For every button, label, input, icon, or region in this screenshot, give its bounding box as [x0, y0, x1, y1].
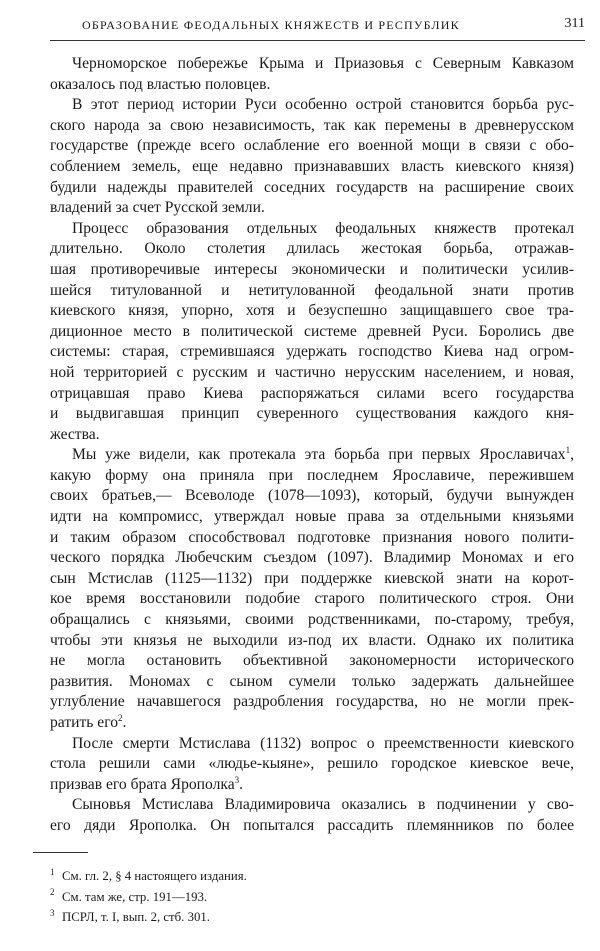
- text-line: соблением земель, еще недавно признававших власть киевского князя): [50, 157, 574, 175]
- text-line: не могла остановить объективной закономерности исторического: [50, 652, 574, 670]
- text-line: ского народа за свою независимость, так как перемены в древнерусском: [50, 116, 574, 134]
- text-line: [50, 713, 574, 734]
- footnote-2: 2 См. там же, стр. 191—193.: [50, 887, 208, 904]
- footnote-text: См. гл. 2, § 4 настоящего издания.: [62, 869, 247, 883]
- text-line: стола решили сами «людье-кыяне», решило городское киевское вече,: [50, 755, 574, 773]
- text-line: жества.: [50, 425, 100, 443]
- text-line: углубление начавшегося раздробления государства, но не могли прек-: [50, 693, 574, 711]
- text-line: Сыновья Мстислава Владимировича оказались в подчинении у сво-: [72, 796, 574, 814]
- footnotes: [50, 866, 570, 928]
- text-line: [50, 775, 574, 796]
- text-line-tail: ,: [570, 446, 574, 464]
- text-line: своих братьев,— Всеволоде (1078—1093), который, будучи вынужден: [50, 487, 574, 505]
- text-line: обращались с князьями, своими родственниками, по-старому, требуя,: [50, 611, 574, 629]
- text-line: какую форму она приняла при последнем Ярославиче, пережившем: [50, 466, 574, 484]
- footnote-text: ПСРЛ, т. I, вып. 2, стб. 301.: [62, 910, 210, 924]
- footnote-ref-1: 1: [565, 445, 571, 456]
- text-line: киевского князя, упорно, хотя и безуспешно защищавшего свое тра-: [50, 302, 574, 320]
- running-header-title: ОБРАЗОВАНИЕ ФЕОДАЛЬНЫХ КНЯЖЕСТВ И РЕСПУБЛИК: [82, 18, 460, 32]
- text-line-content: призвав его брата Ярополка: [50, 775, 235, 793]
- text-line: будили надежды правителей соседних государств на расширение своих: [50, 178, 574, 196]
- text-line: и выдвигавшая принцип суверенного существования каждого кня-: [50, 405, 574, 423]
- text-line: государстве (прежде всего ослабление его военной мощи в связи с обо-: [50, 137, 574, 155]
- footnote-3: 3 ПСРЛ, т. I, вып. 2, стб. 301.: [50, 907, 210, 924]
- text-line: шая противоречивые интересы экономически и политически усилив-: [50, 260, 574, 278]
- text-line: чтобы эти князья не выходили из-под их власти. Однако их политика: [50, 631, 574, 649]
- page-number: 311: [564, 16, 585, 31]
- text-line: его дяди Ярополка. Он попытался рассадить племянников по более: [50, 816, 574, 834]
- text-line-tail: .: [122, 714, 127, 731]
- running-header: [50, 12, 585, 41]
- text-line: оказалось под властью половцев.: [50, 75, 271, 93]
- footnote-ref-3: 3: [234, 774, 240, 785]
- text-line: и таким образом способствовал подготовке признания нового полити-: [50, 528, 574, 546]
- text-line: шейся титулованной и нетитулованной феодальной знати против: [50, 281, 574, 299]
- text-line: системы: старая, стремившаяся удержать господство Киева над огром-: [50, 343, 574, 361]
- text-line: идти на компромисс, утверждал новые права за отдельными князьями: [50, 508, 574, 526]
- text-line: После смерти Мстислава (1132) вопрос о преемственности киевского: [72, 734, 574, 752]
- text-line: развития. Мономах с сыном сумели только задержать дальнейшее: [50, 672, 574, 690]
- footnote-1: 1 См. гл. 2, § 4 настоящего издания.: [50, 866, 247, 883]
- main-text: [50, 54, 574, 837]
- text-line: В этот период истории Руси особенно острой становится борьба рус-: [72, 96, 574, 114]
- text-line: Черноморское побережье Крыма и Приазовья с Северным Кавказом: [72, 55, 574, 72]
- text-line: [50, 445, 574, 466]
- text-line: ческого порядка Любечским съездом (1097). Владимир Мономах и его: [50, 549, 574, 567]
- text-line-content: Мы уже видели, как протекала эта борьба при первых Ярославичах: [72, 446, 566, 464]
- text-line: сын Мстислав (1125—1132) при поддержке киевской знати на корот-: [50, 569, 574, 587]
- text-line: отрицавшая право Киева распоряжаться силами всего государства: [50, 384, 574, 402]
- text-line: владений за счет Русской земли.: [50, 199, 265, 217]
- text-line-tail: .: [239, 775, 244, 793]
- footnote-text: См. там же, стр. 191—193.: [62, 889, 208, 904]
- text-line: длительно. Около столетия длилась жестокая борьба, отражав-: [50, 240, 574, 258]
- footnote-divider: [33, 852, 88, 853]
- text-line: Процесс образования отдельных феодальных княжеств протекал: [72, 219, 574, 237]
- text-line: кое время восстановили подобие старого политического строя. Они: [50, 590, 574, 608]
- text-line: ной территорией с русским и частично нерусским населением, и новая,: [50, 363, 574, 381]
- footnote-ref-2: 2: [118, 712, 123, 723]
- text-line-content: ратить его: [50, 714, 119, 731]
- text-line: диционное место в политической системе древней Руси. Боролись две: [50, 322, 574, 340]
